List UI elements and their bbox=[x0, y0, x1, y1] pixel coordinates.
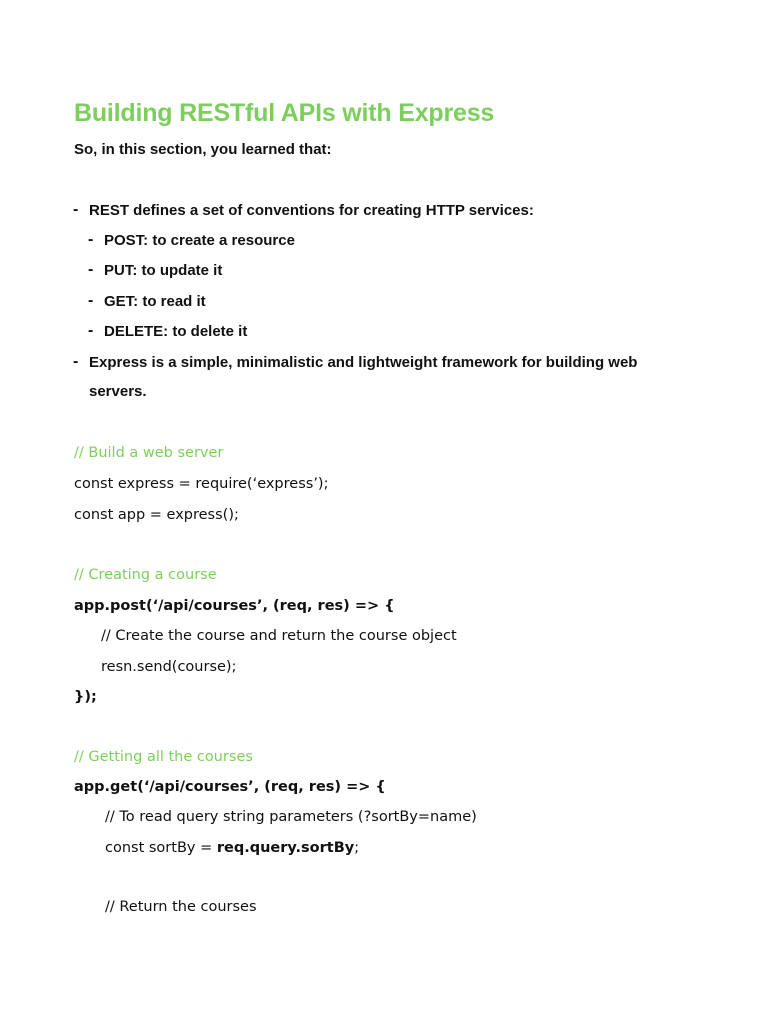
code-app-line: const app = express(); bbox=[74, 507, 239, 523]
bullet-dash: - bbox=[88, 261, 94, 278]
bullet-express-line1: Express is a simple, minimalistic and lightweight framework for building web bbox=[89, 354, 638, 371]
code-post-line: app.post(‘/api/courses’, (req, res) => { bbox=[74, 598, 395, 614]
bullet-dash: - bbox=[73, 201, 79, 218]
bullet-rest: REST defines a set of conventions for creating HTTP services: bbox=[89, 202, 534, 219]
code-send-line: resn.send(course); bbox=[101, 659, 237, 675]
bullet-dash: - bbox=[88, 231, 94, 248]
code-comment-get-all: // Getting all the courses bbox=[74, 749, 253, 765]
code-comment-build: // Build a web server bbox=[74, 445, 224, 461]
bullet-put: PUT: to update it bbox=[104, 262, 223, 279]
code-comment-create-return: // Create the course and return the course object bbox=[101, 628, 457, 644]
bullet-get: GET: to read it bbox=[104, 293, 206, 310]
code-sortby-prefix: const sortBy = bbox=[105, 840, 217, 856]
page-title: Building RESTful APIs with Express bbox=[74, 99, 495, 127]
bullet-delete: DELETE: to delete it bbox=[104, 323, 248, 340]
code-close-line: }); bbox=[74, 689, 97, 705]
code-comment-return: // Return the courses bbox=[105, 899, 257, 915]
code-sortby-line bbox=[105, 838, 359, 858]
bullet-express-line2: servers. bbox=[89, 383, 147, 400]
code-require-line: const express = require(‘express’); bbox=[74, 476, 329, 492]
code-comment-create: // Creating a course bbox=[74, 567, 217, 583]
bullet-dash: - bbox=[73, 353, 79, 370]
code-sortby-suffix: ; bbox=[354, 840, 360, 856]
code-sortby-value: req.query.sortBy bbox=[216, 840, 355, 856]
bullet-post: POST: to create a resource bbox=[104, 232, 295, 249]
code-comment-query: // To read query string parameters (?sortBy=name) bbox=[105, 809, 477, 825]
code-get-line: app.get(‘/api/courses’, (req, res) => { bbox=[74, 779, 386, 795]
bullet-dash: - bbox=[88, 322, 94, 339]
bullet-dash: - bbox=[88, 292, 94, 309]
intro-text: So, in this section, you learned that: bbox=[74, 141, 332, 158]
